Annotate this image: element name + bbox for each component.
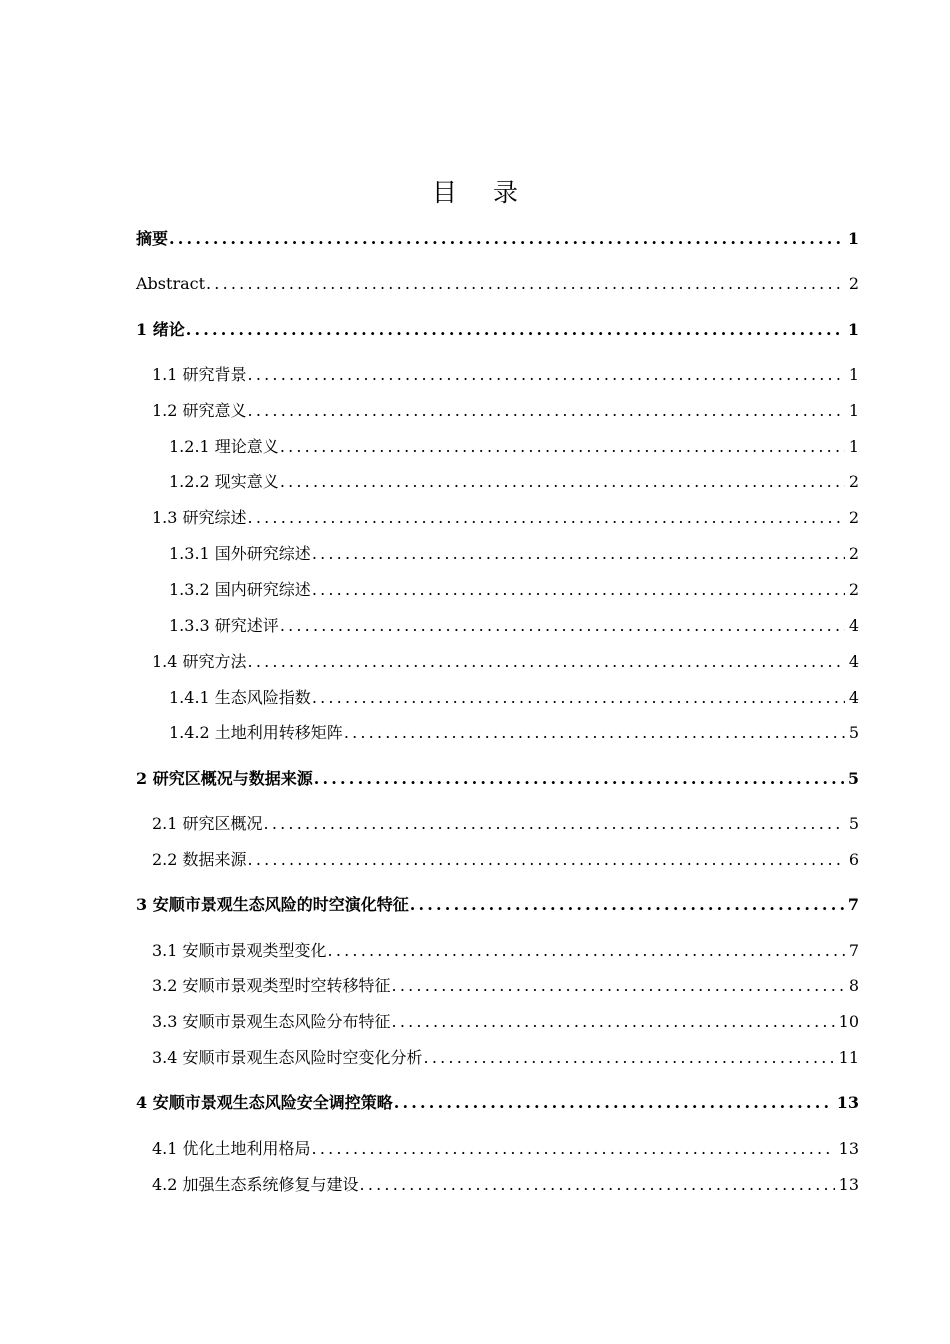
dot-leader [360,1173,835,1197]
dot-leader [410,893,844,917]
toc-entry[interactable] [169,435,859,459]
toc-entry[interactable] [136,893,859,917]
toc-entry[interactable] [136,767,859,791]
toc-entry-label: 1.4 研究方法 [152,652,247,671]
toc-entry-label: 2 研究区概况与数据来源 [136,769,313,788]
toc-entry[interactable] [152,1010,859,1034]
toc-entry-label: 3 安顺市景观生态风险的时空演化特征 [136,895,409,914]
toc-entry[interactable] [152,1173,859,1197]
dot-leader [248,399,845,423]
toc-entry-label: 4.1 优化土地利用格局 [152,1139,311,1158]
toc-entry[interactable] [136,227,859,251]
toc-entry-label: 1.3 研究综述 [152,508,247,527]
toc-entry[interactable] [169,686,859,710]
dot-leader [314,767,844,791]
toc-entry-page: 8 [848,976,859,995]
dot-leader [312,578,845,602]
toc-entry-label: 1.3.3 研究述评 [169,616,279,635]
dot-leader [280,614,845,638]
dot-leader [248,650,845,674]
toc-entry-page: 4 [848,652,859,671]
dot-leader [344,721,845,745]
toc-entry-label: 1.1 研究背景 [152,365,247,384]
toc-entry[interactable] [152,1046,859,1070]
dot-leader [280,470,845,494]
toc-entry-page: 2 [848,472,859,491]
toc-entry-label: 2.1 研究区概况 [152,814,263,833]
toc-entry-label: 4 安顺市景观生态风险安全调控策略 [136,1093,393,1112]
toc-entry-page: 13 [836,1093,859,1112]
toc-entry-label: 1.3.1 国外研究综述 [169,544,311,563]
toc-entry[interactable] [152,812,859,836]
toc-entry-label: 3.3 安顺市景观生态风险分布特征 [152,1012,391,1031]
toc-entry[interactable] [152,650,859,674]
dot-leader [394,1091,833,1115]
toc-entry[interactable] [136,272,859,296]
dot-leader [312,686,845,710]
toc-entry-page: 5 [848,814,859,833]
dot-leader [264,812,845,836]
toc-entry-page: 2 [848,544,859,563]
toc-entry[interactable] [169,721,859,745]
toc-entry[interactable] [152,1137,859,1161]
toc-entry-page: 4 [848,688,859,707]
toc-entry-page: 11 [838,1048,859,1067]
toc-entry-page: 5 [848,723,859,742]
toc-entry-page: 1 [848,365,859,384]
dot-leader [248,848,845,872]
toc-entry[interactable] [152,939,859,963]
toc-entry-page: 7 [847,895,859,914]
toc-entry-label: 1 绪论 [136,320,185,339]
toc-entry[interactable] [136,318,859,342]
toc-entry[interactable] [169,542,859,566]
toc-entry-page: 1 [847,320,859,339]
toc-entry-label: 1.3.2 国内研究综述 [169,580,311,599]
dot-leader [186,318,844,342]
dot-leader [280,435,845,459]
dot-leader [392,1010,835,1034]
toc-entry-page: 13 [838,1139,859,1158]
toc-entry-page: 5 [847,769,859,788]
toc-entry-label: 1.2.2 现实意义 [169,472,279,491]
toc-entry[interactable] [152,506,859,530]
dot-leader [392,974,845,998]
toc-entry-label: 3.4 安顺市景观生态风险时空变化分析 [152,1048,423,1067]
dot-leader [248,506,845,530]
toc-entry[interactable] [169,470,859,494]
dot-leader [206,272,845,296]
toc-entry[interactable] [136,1091,859,1115]
toc-entry[interactable] [152,363,859,387]
toc-entry-page: 7 [848,941,859,960]
toc-entry[interactable] [152,974,859,998]
toc-entry[interactable] [152,399,859,423]
toc-entry[interactable] [152,848,859,872]
toc-entry-label: 摘要 [136,229,169,248]
toc-entry[interactable] [169,578,859,602]
toc-entry-page: 2 [848,580,859,599]
dot-leader [424,1046,835,1070]
toc-entry-page: 4 [848,616,859,635]
dot-leader [248,363,845,387]
dot-leader [328,939,845,963]
dot-leader [312,1137,835,1161]
toc-entry-label: 1.4.2 土地利用转移矩阵 [169,723,343,742]
toc-entry-label: 1.2 研究意义 [152,401,247,420]
toc-entry-label: 2.2 数据来源 [152,850,247,869]
dot-leader [312,542,845,566]
toc-entry-label: 3.1 安顺市景观类型变化 [152,941,327,960]
toc-entry[interactable] [169,614,859,638]
toc-entry-label: 3.2 安顺市景观类型时空转移特征 [152,976,391,995]
toc-title: 目 录 [432,178,532,207]
dot-leader [169,227,844,251]
toc-entry-page: 1 [848,401,859,420]
toc-entry-page: 6 [848,850,859,869]
toc-entry-page: 2 [848,274,859,293]
toc-entry-page: 2 [848,508,859,527]
toc-entry-page: 10 [838,1012,859,1031]
toc-entry-page: 13 [838,1175,859,1194]
toc-entry-label: Abstract [136,274,206,293]
toc-entry-page: 1 [847,229,859,248]
toc-entry-label: 1.4.1 生态风险指数 [169,688,311,707]
toc-entry-page: 1 [848,437,859,456]
toc-entry-label: 4.2 加强生态系统修复与建设 [152,1175,359,1194]
toc-entry-label: 1.2.1 理论意义 [169,437,279,456]
